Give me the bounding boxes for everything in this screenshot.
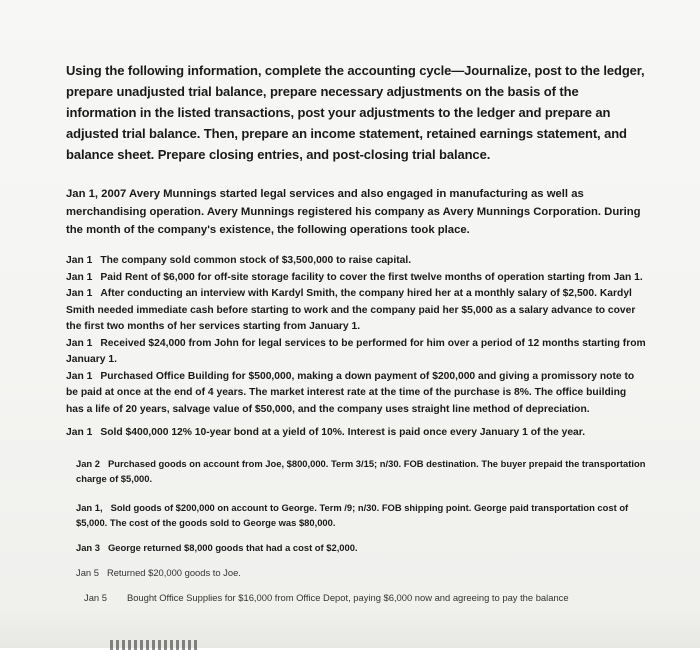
transaction-item <box>66 286 646 336</box>
transaction-item <box>66 336 646 369</box>
transaction-item <box>66 253 646 270</box>
transaction-text: Received $24,000 from John for legal services to be performed for him over a period of 12 months starting from January 1. <box>66 337 646 365</box>
transaction-date: Jan 1 <box>66 288 93 299</box>
transaction-date: Jan 1, <box>76 501 103 513</box>
instructions-paragraph: Using the following information, complete the accounting cycle—Journalize, post to the ledger, prepare unadjusted trial balance, prepare necessary adjustments on the basis of the information in the listed transactions, post your adjustments to the ledger and prepare an adjusted trial balance. Then, prepare an income statement, retained earnings statement, and balance sheet. Prepare closing entries, and post-closing trial balance. <box>66 63 645 162</box>
transaction-item <box>66 369 646 419</box>
transaction-date: Jan 5 <box>76 566 99 578</box>
transaction-date: Jan 2 <box>76 457 100 469</box>
transaction-text: After conducting an interview with Kardyl Smith, the company hired her at a monthly salary of $2,500. Kardyl Smith needed immediate cash before starting to work and the company paid her $5,000 as a salary advance to cover the first two months of her services starting from January 1. <box>66 288 636 332</box>
transaction-item <box>76 456 646 486</box>
transaction-text: George returned $8,000 goods that had a cost of $2,000. <box>107 541 358 553</box>
transaction-item <box>66 270 646 287</box>
transaction-text: Bought Office Supplies for $16,000 from Office Depot, paying $6,000 now and agreeing to pay the balance <box>126 591 569 603</box>
transaction-item <box>66 425 646 442</box>
transaction-text: Sold $400,000 12% 10-year bond at a yield of 10%. Interest is paid once every January 1 of the year. <box>100 427 586 438</box>
document-content <box>66 60 646 605</box>
transaction-date: Jan 5 <box>84 591 107 603</box>
transaction-date: Jan 1 <box>66 370 93 382</box>
transaction-item <box>84 590 646 605</box>
transaction-date: Jan 3 <box>76 541 100 553</box>
transaction-text: Paid Rent of $6,000 for off-site storage facility to cover the first twelve months of operation starting from Jan 1. <box>100 271 643 283</box>
transaction-item <box>76 540 646 555</box>
scenario-paragraph: Jan 1, 2007 Avery Munnings started legal services and also engaged in manufacturing as well as merchandising operation. Avery Munnings registered his company as Avery Munnings Corporation. During the month of the company's existence, the following operations took place. <box>66 188 641 236</box>
transaction-date: Jan 1 <box>66 255 93 266</box>
transaction-date: Jan 1 <box>66 271 93 283</box>
transaction-text: Purchased Office Building for $500,000, making a down payment of $200,000 and giving a promissory note to be paid at once at the end of 4 years. The market interest rate at the time of the purchase is 8%. The office building has a life of 20 years, salvage value of $50,000, and the company uses straight line method of depreciation. <box>66 370 635 415</box>
transaction-item <box>76 500 646 530</box>
transaction-date: Jan 1 <box>66 427 93 438</box>
transaction-text: Sold goods of $200,000 on account to George. Term /9; n/30. FOB shipping point. George paid transportation cost of $5,000. The cost of the goods sold to George was $80,000. <box>76 501 629 528</box>
transaction-item <box>76 565 646 580</box>
transaction-text: Purchased goods on account from Joe, $800,000. Term 3/15; n/30. FOB destination. The buyer prepaid the transportation charge of $5,000. <box>76 457 646 484</box>
page-shadow <box>0 608 700 648</box>
transaction-date: Jan 1 <box>66 337 93 349</box>
transaction-text: Returned $20,000 goods to Joe. <box>106 566 241 578</box>
transaction-text: The company sold common stock of $3,500,000 to raise capital. <box>100 255 412 266</box>
